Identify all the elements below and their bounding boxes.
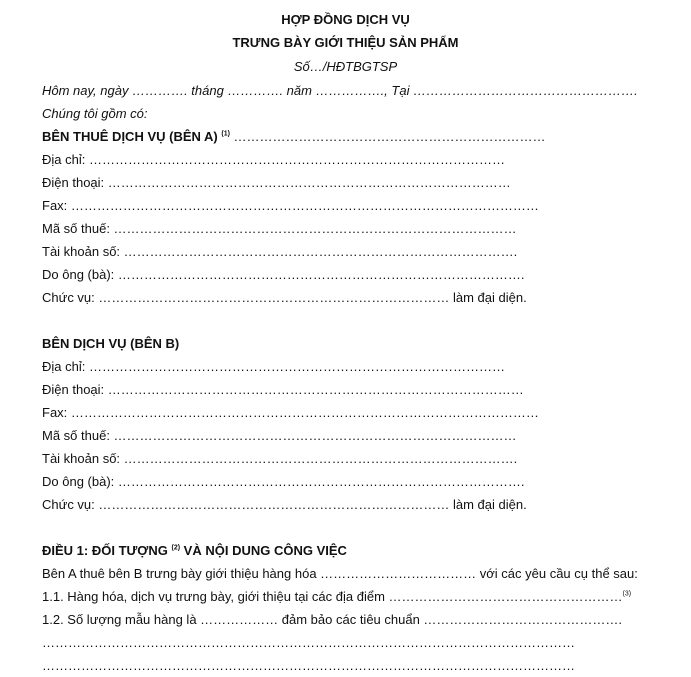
- party-a-heading-dots: ………………………………………………………………: [229, 129, 546, 144]
- party-a-position: Chức vụ: ……………………………………………………………………… làm đại diện.: [42, 290, 527, 305]
- party-a-heading-line: [42, 129, 546, 145]
- party-b-address: Địa chỉ: ……………………………………………………………………………………: [42, 359, 505, 374]
- article-1-heading-post: VÀ NỘI DUNG CÔNG VIỆC: [180, 543, 347, 558]
- date-place-line: Hôm nay, ngày …………. tháng …………. năm ……………., Tại …………………………………………….: [42, 83, 638, 98]
- party-a-representative: Do ông (bà): ………………………………………………………………………………….: [42, 267, 525, 282]
- contract-subtitle: TRƯNG BÀY GIỚI THIỆU SẢN PHẨM: [232, 35, 459, 50]
- party-a-address: Địa chỉ: ……………………………………………………………………………………: [42, 152, 505, 167]
- parties-intro: Chúng tôi gồm có:: [42, 106, 148, 121]
- party-b-fax: Fax: ………………………………………………………………………………………………: [42, 405, 539, 420]
- article-1-line-3: 1.2. Số lượng mẫu hàng là ……………… đảm bảo các tiêu chuẩn ……………………………………….: [42, 612, 623, 627]
- party-b-tax-code: Mã số thuế: …………………………………………………………………………………: [42, 428, 517, 443]
- party-a-heading: BÊN THUÊ DỊCH VỤ (BÊN A): [42, 129, 222, 144]
- article-1-line-5: ……………………………………………………………………………………………………………: [42, 658, 575, 673]
- party-a-phone: Điện thoại: …………………………………………………………………………………: [42, 175, 511, 190]
- party-a-account: Tài khoản số: ……………………………………………………………………………….: [42, 244, 518, 259]
- contract-title: HỢP ĐỒNG DỊCH VỤ: [281, 12, 410, 27]
- article-1-heading-pre: ĐIỀU 1: ĐỐI TƯỢNG: [42, 543, 172, 558]
- footnote-ref-1: (1): [221, 130, 230, 138]
- party-b-account: Tài khoản số: ……………………………………………………………………………….: [42, 451, 518, 466]
- party-a-fax: Fax: ………………………………………………………………………………………………: [42, 198, 539, 213]
- footnote-ref-3: (3): [622, 590, 632, 598]
- party-b-heading: BÊN DỊCH VỤ (BÊN B): [42, 336, 180, 351]
- footnote-ref-2: (2): [171, 544, 181, 552]
- article-1-line-2-text: 1.1. Hàng hóa, dịch vụ trưng bày, giới thiệu tại các địa điểm ………………………………………………: [42, 589, 623, 604]
- party-b-position: Chức vụ: ……………………………………………………………………… làm đại diện.: [42, 497, 527, 512]
- article-1-line-2: [42, 589, 631, 605]
- article-1-line-1: Bên A thuê bên B trưng bày giới thiệu hàng hóa ……………………………… với các yêu cầu cụ thể sau:: [42, 566, 638, 581]
- party-b-representative: Do ông (bà): ………………………………………………………………………………….: [42, 474, 525, 489]
- article-1-line-4: ……………………………………………………………………………………………………………: [42, 635, 575, 650]
- article-1-heading: [42, 543, 347, 559]
- party-b-phone: Điện thoại: ……………………………………………………………………………………: [42, 382, 524, 397]
- contract-number: Số…/HĐTBGTSP: [293, 59, 398, 74]
- party-a-tax-code: Mã số thuế: …………………………………………………………………………………: [42, 221, 517, 236]
